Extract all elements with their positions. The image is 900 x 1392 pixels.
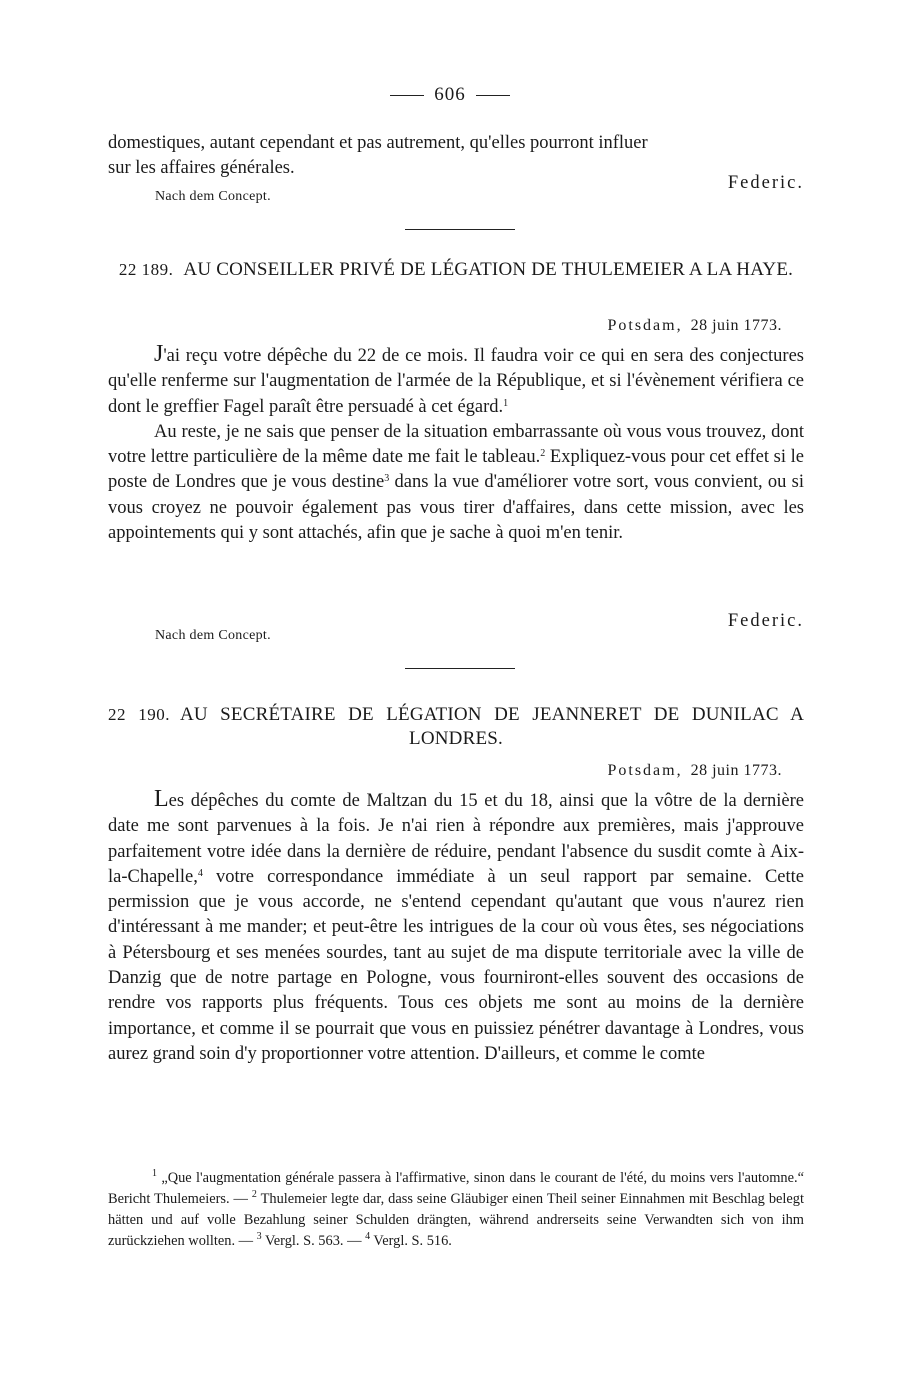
letter-heading-text: AU CONSEILLER PRIVÉ DE LÉGATION DE THULEMEIER A LA HAYE. xyxy=(183,259,794,280)
footnote-text: Thulemeier legte dar, dass seine Gläubiger einen Theil seiner Einnahmen mit Beschlag belegt hätten und auf volle Bezahlung seiner Schulden drängten, während andrerseits seine Verwandten sich von ihm zurückziehen wollten. — xyxy=(108,1191,804,1249)
footnote-text: Vergl. S. 516. xyxy=(370,1233,452,1249)
paragraph-text: votre correspondance immédiate à un seul rapport par semaine. Cette permission que je vous accorde, ne s'entend cependant qu'autant que vous n'aurez rien d'intéressant à me mander; et peut-être les intrigues de la cour où vous êtes, ses négociations à Pétersbourg et ses menées sourdes, tant au sujet de ma dispute territoriale avec la ville de Danzig que de notre partage en Pologne, vous fourniront-elles souvent des occasions de rendre vos rapports plus fréquents. Tous ces objets me sont au moins de la dernière importance, et comme il se pourrait que vous en puissiez pénétrer davantage à Londres, vous aurez grand soin d'y proportionner votre attention. D'ailleurs, et comme le comte xyxy=(108,866,804,1064)
letter-source-note-22189: Nach dem Concept. xyxy=(155,628,271,643)
footnote-text: „Que l'augmentation générale passera à l'affirmative, sinon dans le courant de l'été, du moins vers l'automne.“ Bericht Thulemeiers. — xyxy=(108,1170,804,1207)
paragraph-text: Expliquez-vous pour cet effet si le poste de Londres que je vous destine xyxy=(108,447,804,493)
dateline-22189 xyxy=(607,317,782,335)
letter-number: 22 190. xyxy=(108,705,170,724)
letter-heading-22190 xyxy=(108,703,804,751)
footnote-mark: 1 xyxy=(152,1168,157,1179)
footnote-mark: 2 xyxy=(251,1189,257,1200)
opening-paragraph: domestiques, autant cependant et pas autrement, qu'elles pourront influer sur les affaires générales. xyxy=(108,133,648,179)
page-number-dash-left xyxy=(390,95,424,96)
dateline-22190 xyxy=(607,762,782,780)
letter-body-22190 xyxy=(108,787,804,1067)
footnote-reference[interactable]: 4 xyxy=(197,867,203,879)
footnote-reference[interactable]: 2 xyxy=(540,448,546,460)
letter-signature-22189: Federic. xyxy=(727,611,804,631)
footnote-block xyxy=(108,1168,804,1252)
paragraph-text: Au reste, je ne sais que penser de la situation embarrassante où vous vous trouvez, dont votre lettre particulière de la même date me fait le tableau. xyxy=(108,421,804,468)
initial-letter: J xyxy=(154,341,164,367)
section-divider-1 xyxy=(405,229,515,230)
page-number-dash-right xyxy=(476,95,510,96)
letter-body-22189 xyxy=(108,342,804,546)
paragraph-text: es dépêches du comte de Maltzan du 15 et du 18, ainsi que la vôtre de la dernière date me sont parvenues à la fois. Je n'ai rien à répondre aux premières, mais j'approuve parfaitement votre idée dans la dernière de réduire, pendant l'absence du susdit comte à Aix-la-Chapelle, xyxy=(108,791,804,887)
dateline-place: Potsdam, xyxy=(607,762,683,779)
page-number xyxy=(0,84,900,106)
letter-paragraph xyxy=(108,420,804,546)
page-number-text: 606 xyxy=(434,84,466,105)
letter-paragraph xyxy=(108,342,804,420)
letter-heading-22189 xyxy=(108,258,804,282)
footnotes xyxy=(108,1168,804,1252)
footnote-reference[interactable]: 3 xyxy=(384,473,390,485)
opening-signature: Federic. xyxy=(727,173,804,193)
footnote-mark: 4 xyxy=(365,1231,371,1242)
initial-letter: L xyxy=(154,786,169,812)
footnote-reference[interactable]: 1 xyxy=(503,397,509,409)
opening-source-note: Nach dem Concept. xyxy=(155,189,271,204)
dateline-date: 28 juin 1773. xyxy=(690,317,782,334)
dateline-date: 28 juin 1773. xyxy=(690,762,782,779)
letter-paragraph xyxy=(108,787,804,1067)
letter-number: 22 189. xyxy=(118,260,174,279)
section-divider-2 xyxy=(405,668,515,669)
footnote-mark: 3 xyxy=(256,1231,262,1242)
letter-heading-text: AU SECRÉTAIRE DE LÉGATION DE JEANNERET DE DUNILAC A LONDRES. xyxy=(179,704,804,749)
paragraph-text: 'ai reçu votre dépêche du 22 de ce mois. Il faudra voir ce qui en sera des conjectures qu'elle renferme sur l'augmentation de l'armée de la République, et si l'évènement vérifiera ce dont le greffier Fagel paraît être persuadé à cet égard. xyxy=(108,346,804,417)
footnote-text: Vergl. S. 563. — xyxy=(261,1233,366,1249)
paragraph-text: dans la vue d'améliorer votre sort, vous convient, ou si vous croyez ne pouvoir également pas vous tirer d'affaires, dans cette mission, avec les appointements qui y sont attachés, afin que je sache à quoi m'en tenir. xyxy=(108,472,805,544)
opening-paragraph-block xyxy=(108,131,804,182)
dateline-place: Potsdam, xyxy=(607,317,683,334)
